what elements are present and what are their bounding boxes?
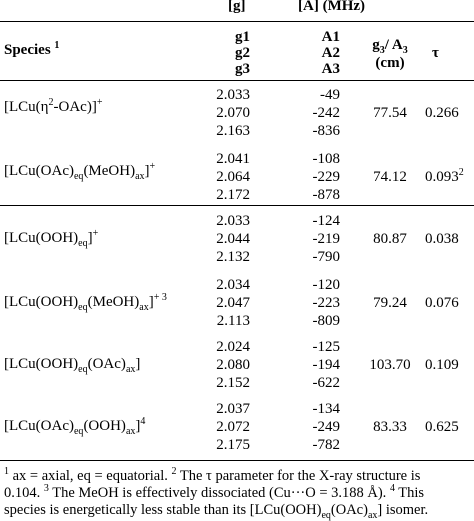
species-sub: ax — [135, 171, 145, 182]
a-value: -242 — [312, 105, 340, 121]
footnote-line-1 — [4, 467, 420, 485]
footnote-sub: eq — [321, 509, 331, 521]
species-text: ] — [148, 294, 154, 310]
footnote-sub: ax — [367, 509, 378, 521]
species-row-5 — [4, 356, 140, 373]
footnote-text: ] isomer. — [377, 502, 429, 518]
g-value: 2.070 — [216, 105, 250, 121]
a-value: -223 — [312, 295, 340, 311]
g-column-header: [g] — [228, 0, 246, 14]
g-value: 2.033 — [216, 87, 250, 103]
species-text: (OAc) — [87, 356, 126, 372]
footnote-line-3 — [4, 501, 428, 519]
tau-cell — [425, 420, 459, 435]
ratio-mid: / A — [384, 37, 403, 53]
tau-value: 0.266 — [425, 105, 459, 121]
g-value: 2.163 — [216, 123, 250, 139]
species-row-4 — [4, 294, 167, 311]
a-value: -878 — [312, 187, 340, 203]
tau-value: 0.038 — [425, 231, 459, 247]
tau-value: 0.076 — [425, 295, 459, 311]
a-value: -108 — [312, 151, 340, 167]
a2-header: A2 — [321, 45, 340, 61]
species-text: ] — [144, 163, 150, 179]
a-value: -134 — [312, 401, 340, 417]
species-text: [LCu(OAc) — [4, 418, 74, 434]
footnote-text: species is energetically less stable than its [LCu(OOH) — [4, 502, 322, 518]
species-row-3 — [4, 230, 98, 247]
species-sub: ax — [125, 426, 136, 437]
species-row-2 — [4, 163, 155, 180]
g-value: 2.024 — [216, 339, 250, 355]
table-bottom-rule — [0, 460, 474, 461]
species-sup: + 3 — [153, 292, 167, 303]
g-value: 2.037 — [216, 401, 250, 417]
species-text: ] — [135, 418, 141, 434]
a-value: -219 — [312, 231, 340, 247]
a-value: -782 — [312, 437, 340, 453]
a-value: -125 — [312, 339, 340, 355]
footnote-ref: 3 — [43, 483, 49, 495]
g-value: 2.132 — [216, 249, 250, 265]
species-sub: ax — [139, 302, 149, 313]
a-value: -120 — [312, 277, 340, 293]
g-value: 2.047 — [216, 295, 250, 311]
species-sub: eq — [73, 171, 84, 182]
tau-cell — [425, 167, 464, 185]
a-value: -809 — [312, 313, 340, 329]
footnote-ref: 2 — [171, 466, 177, 478]
g-value: 2.072 — [216, 419, 250, 435]
species-text: (MeOH) — [83, 163, 136, 179]
a-value: -194 — [312, 357, 340, 373]
species-text: (OOH) — [83, 418, 126, 434]
species-sub: eq — [78, 238, 88, 249]
ratio-sub2: 3 — [402, 45, 408, 56]
footnote-ref: 4 — [389, 483, 395, 495]
ratio-value: 74.12 — [373, 169, 407, 185]
species-sup: 4 — [140, 416, 146, 427]
a-value: -49 — [320, 87, 340, 103]
species-sup: + — [96, 97, 103, 108]
tau-cell — [425, 296, 459, 311]
footnote-text: ax = axial, eq = equatorial. — [9, 468, 172, 484]
g-value: 2.113 — [216, 313, 250, 329]
species-column-header — [4, 42, 59, 59]
ratio-value: 80.87 — [373, 231, 407, 247]
species-sub: eq — [78, 302, 88, 313]
species-label: Species — [4, 42, 51, 58]
a-column-header: [A] (MHz) — [298, 0, 366, 14]
a-value: -622 — [312, 375, 340, 391]
tau-value: 0.093 — [425, 169, 459, 185]
a-value: -836 — [312, 123, 340, 139]
species-sup: + — [149, 161, 156, 172]
species-sup: + — [92, 228, 99, 239]
g1-header: g1 — [235, 29, 250, 45]
header-rule — [0, 21, 474, 22]
a-value: -790 — [312, 249, 340, 265]
species-text: -OAc)] — [53, 99, 97, 115]
species-text: [LCu(OOH) — [4, 230, 79, 246]
species-sup: 2 — [48, 97, 54, 108]
ratio-value: 77.54 — [373, 105, 407, 121]
g-value: 2.172 — [216, 187, 250, 203]
footnote-text: This — [394, 485, 425, 501]
a3-header: A3 — [321, 61, 340, 77]
footnote-line-2 — [4, 484, 424, 502]
a1-header: A1 — [321, 29, 340, 45]
species-text: ] — [87, 230, 93, 246]
g-value: 2.041 — [216, 151, 250, 167]
tau-value: 0.625 — [425, 419, 459, 435]
g-value: 2.033 — [216, 213, 250, 229]
species-text: ] — [135, 356, 141, 372]
tau-column-header: τ — [432, 45, 439, 61]
species-text: [LCu(OOH) — [4, 356, 79, 372]
footnote-text: (OAc) — [330, 502, 368, 518]
a-value: -124 — [312, 213, 340, 229]
g3-header: g3 — [235, 61, 250, 77]
species-text: [LCu(OAc) — [4, 163, 74, 179]
g-value: 2.080 — [216, 357, 250, 373]
species-sub: eq — [73, 426, 84, 437]
tau-value: 0.109 — [425, 357, 459, 373]
tau-cell — [425, 232, 459, 247]
g-value: 2.064 — [216, 169, 250, 185]
species-text: (MeOH) — [87, 294, 140, 310]
species-sub: eq — [78, 364, 88, 375]
footnote-ref: 1 — [4, 466, 9, 478]
group-divider-rule — [0, 205, 474, 206]
ratio-value: 103.70 — [369, 357, 411, 373]
tau-cell — [425, 358, 459, 373]
ratio-value: 83.33 — [373, 419, 407, 435]
species-row-1 — [4, 99, 102, 116]
g-value: 2.044 — [216, 231, 250, 247]
footnote-text: The τ parameter for the X-ray structure is — [176, 468, 421, 484]
ratio-sub1: 3 — [379, 45, 385, 56]
species-text: [LCu(OOH) — [4, 294, 79, 310]
footnote-text: The MeOH is effectively dissociated (Cu···O = 3.188 Å). — [48, 485, 390, 501]
species-footnote-ref: 1 — [54, 40, 60, 51]
ratio-column-header — [355, 36, 425, 72]
a-value: -229 — [312, 169, 340, 185]
g-value: 2.175 — [216, 437, 250, 453]
g2-header: g2 — [235, 45, 250, 61]
ratio-g: g — [372, 37, 380, 53]
g-value: 2.034 — [216, 277, 250, 293]
g-value: 2.152 — [216, 375, 250, 391]
species-row-6 — [4, 418, 145, 435]
footnote-text: 0.104. — [4, 485, 44, 501]
header-bottom-rule — [0, 80, 474, 81]
species-sub: ax — [125, 364, 136, 375]
tau-footnote-ref: 2 — [458, 167, 464, 178]
species-text: [LCu(η — [4, 99, 49, 115]
ratio-unit: (cm) — [375, 55, 405, 71]
a-value: -249 — [312, 419, 340, 435]
tau-cell — [425, 106, 459, 121]
ratio-value: 79.24 — [373, 295, 407, 311]
